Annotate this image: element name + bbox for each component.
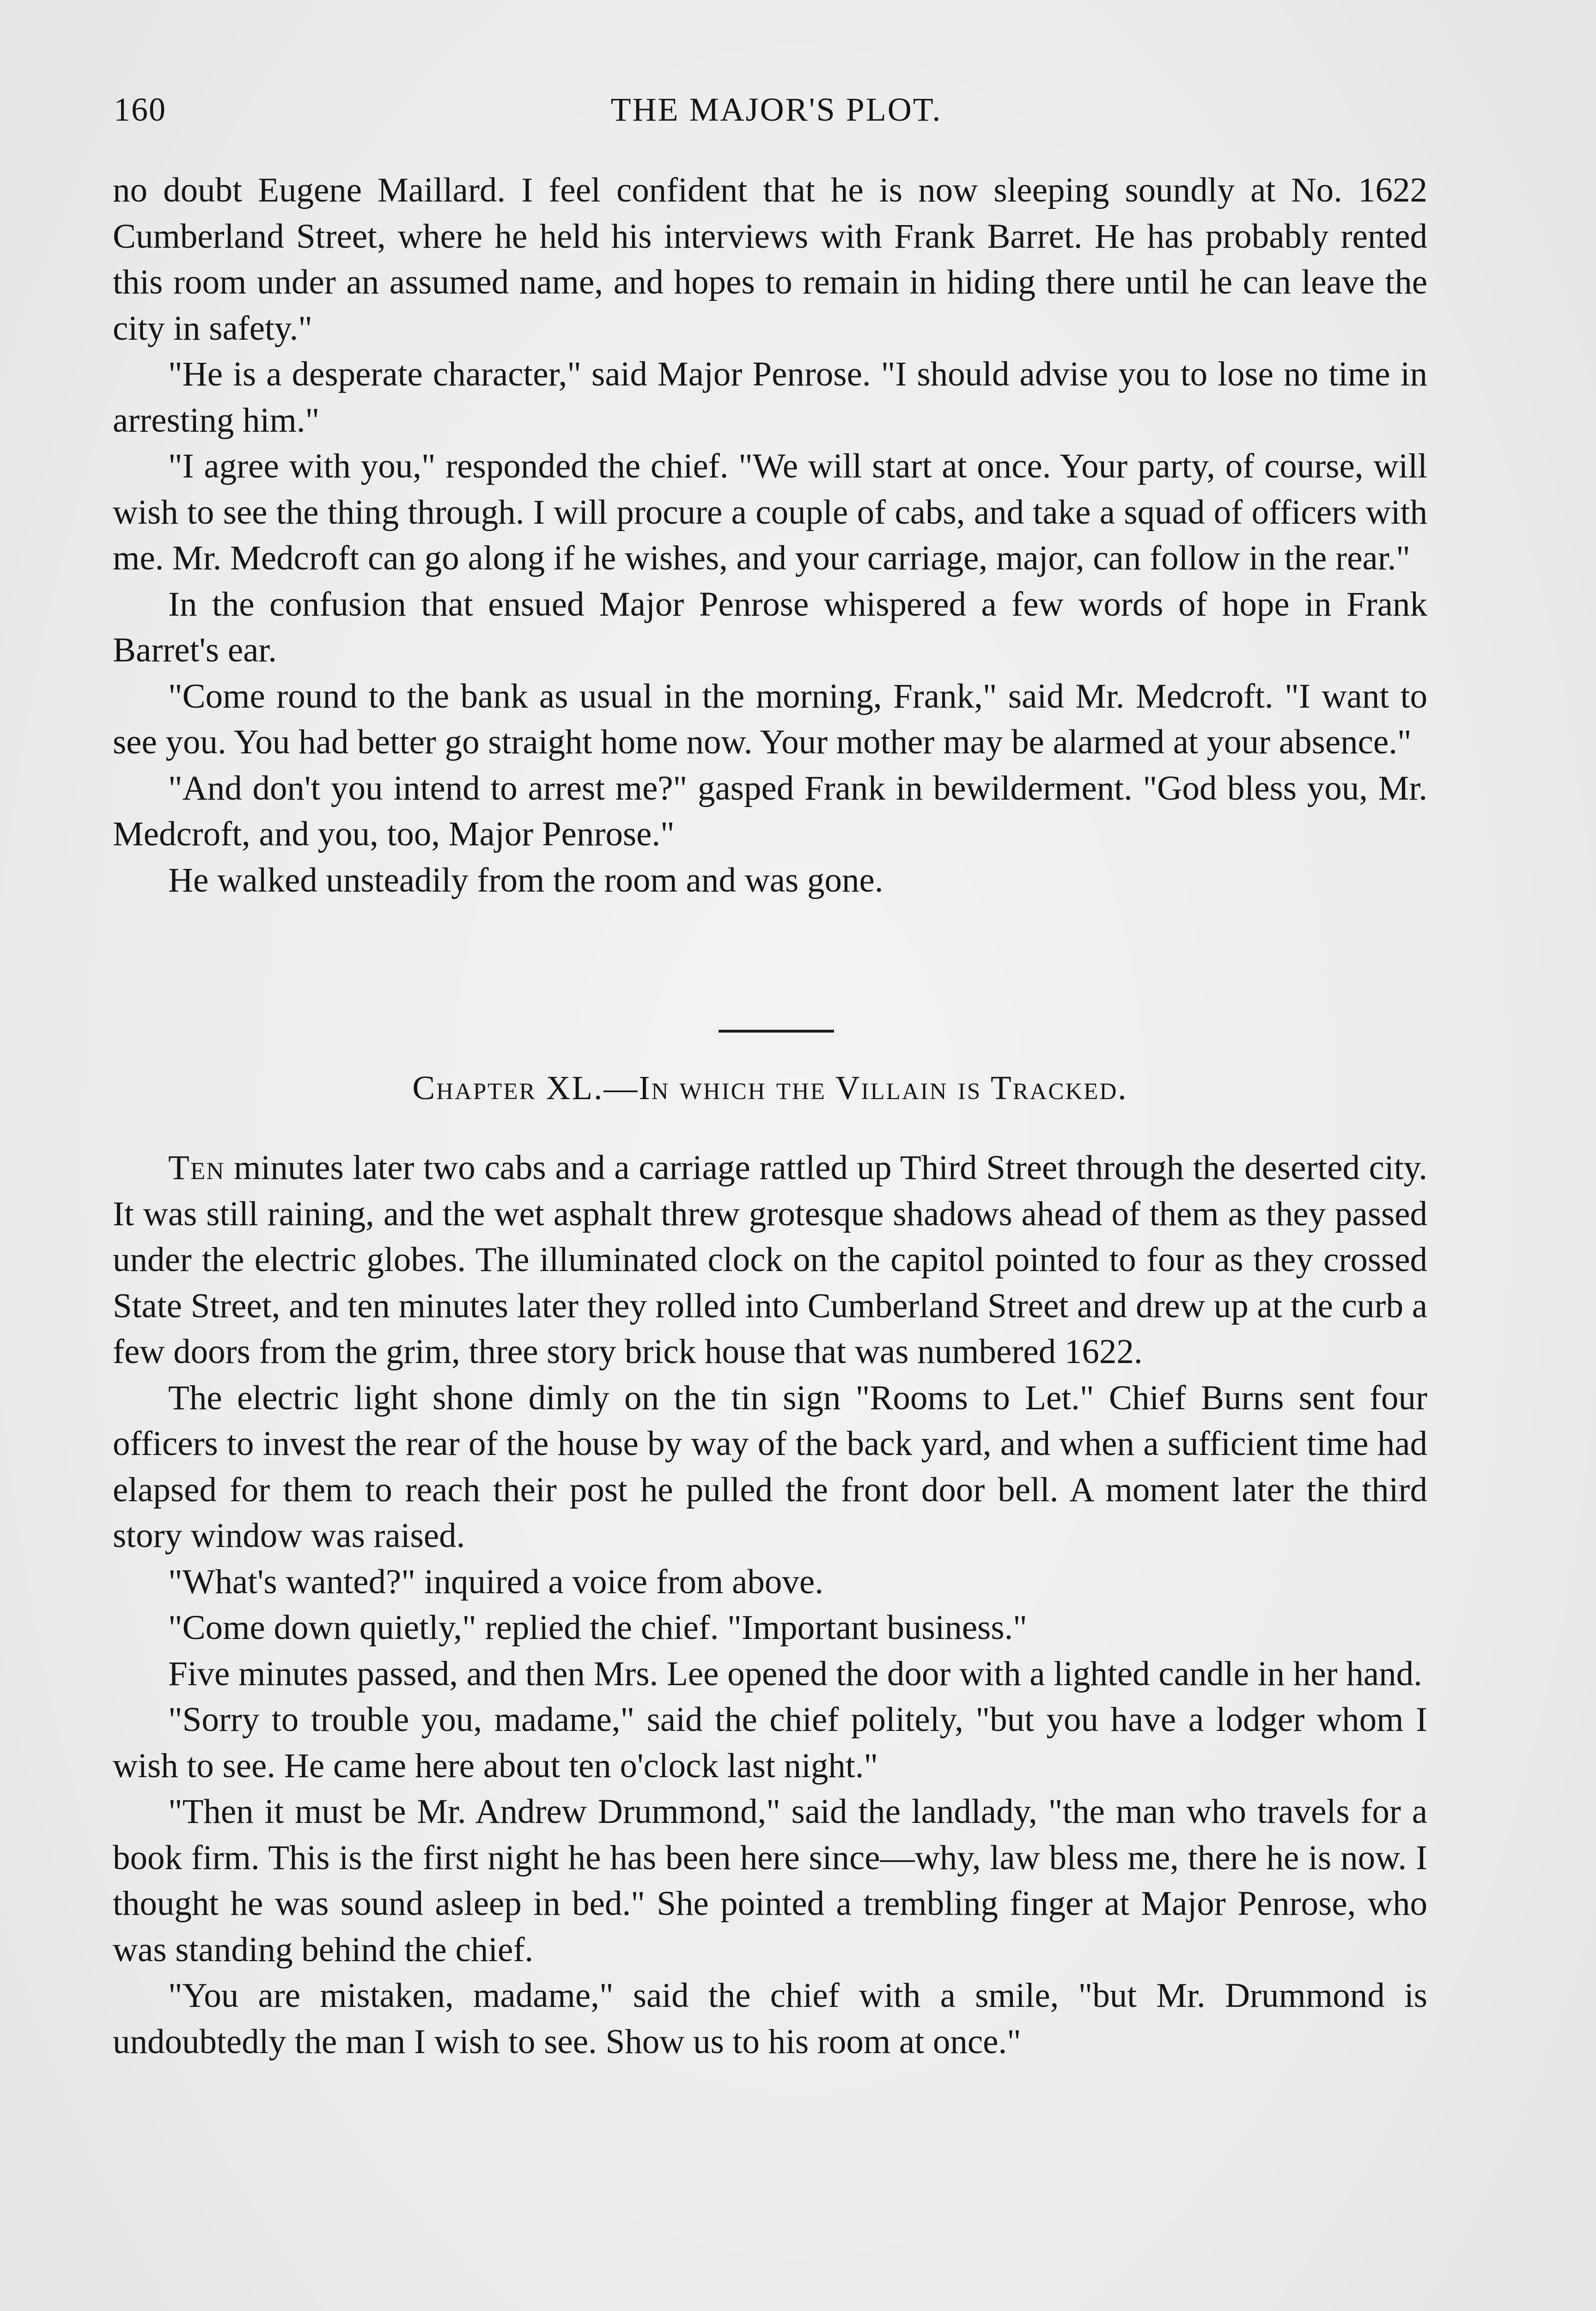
paragraph: "Then it must be Mr. Andrew Drummond," said the landlady, "the man who travels for a book firm. This is the first night he has been here since—why, law bless me, there he is now. I thought he was sound asleep in bed." She pointed a trembling finger at Major Penrose, who was standing behind the chief. bbox=[113, 1792, 1427, 1969]
paragraph: In the confusion that ensued Major Penrose whispered a few words of hope in Frank Barret's ear. bbox=[113, 585, 1427, 669]
paragraph-opening bbox=[113, 1145, 1427, 1375]
running-title: THE MAJOR'S PLOT. bbox=[610, 91, 942, 128]
chapter-heading: Chapter XL.—In which the Villain is Tracked. bbox=[412, 1069, 1128, 1107]
opening-text: minutes later two cabs and a carriage rattled up Third Street through the deserted city. It was still raining, and the wet asphalt threw grotesque shadows ahead of them as they passed under the electric globes. The illuminated clock on the capitol pointed to four as they crossed State Street, and ten minutes later they rolled into Cumberland Street and drew up at the curb a few doors from the grim, three story brick house that was numbered 1622. bbox=[113, 1149, 1427, 1371]
paragraph: "Sorry to trouble you, madame," said the chief politely, "but you have a lodger whom I wish to see. He came here about ten o'clock last night." bbox=[113, 1700, 1427, 1785]
paragraph: "You are mistaken, madame," said the chief with a smile, "but Mr. Drummond is undoubtedly the man I wish to see. Show us to his room at once." bbox=[113, 1976, 1427, 2061]
paragraph: Five minutes passed, and then Mrs. Lee opened the door with a lighted candle in her hand. bbox=[168, 1654, 1422, 1693]
paragraph: "Come round to the bank as usual in the morning, Frank," said Mr. Medcroft. "I want to see you. You had better go straight home now. Your mother may be alarmed at your absence." bbox=[113, 677, 1427, 761]
section-divider bbox=[719, 1030, 834, 1033]
paragraph: "What's wanted?" inquired a voice from above. bbox=[168, 1562, 823, 1601]
paragraph: The electric light shone dimly on the tin sign "Rooms to Let." Chief Burns sent four officers to invest the rear of the house by way of the back yard, and when a sufficient time had elapsed for them to reach their post he pulled the front door bell. A moment later the third story window was raised. bbox=[113, 1378, 1427, 1555]
paragraph: "And don't you intend to arrest me?" gasped Frank in bewilderment. "God bless you, Mr. Medcroft, and you, too, Major Penrose." bbox=[113, 769, 1427, 853]
page-number: 160 bbox=[114, 91, 166, 128]
paragraph: He walked unsteadily from the room and was gone. bbox=[168, 861, 883, 899]
continued-text bbox=[113, 167, 1427, 903]
paragraph: "Come down quietly," replied the chief. "Important business." bbox=[168, 1608, 1027, 1647]
paragraph: "I agree with you," responded the chief. "We will start at once. Your party, of course, will wish to see the thing through. I will procure a couple of cabs, and take a squad of officers with me. Mr. Medcroft can go along if he wishes, and your carriage, major, can follow in the rear." bbox=[113, 447, 1427, 577]
running-head bbox=[114, 91, 1439, 141]
paragraph: no doubt Eugene Maillard. I feel confident that he is now sleeping soundly at No. 1622 Cumberland Street, where he held his interviews with Frank Barret. He has probably rented this room under an assumed name, and hopes to remain in hiding there until he can leave the city in safety." bbox=[113, 171, 1427, 348]
opening-word: Ten bbox=[168, 1149, 225, 1187]
chapter-text bbox=[113, 1145, 1427, 2065]
paragraph: "He is a desperate character," said Major Penrose. "I should advise you to lose no time in arresting him." bbox=[113, 355, 1427, 440]
